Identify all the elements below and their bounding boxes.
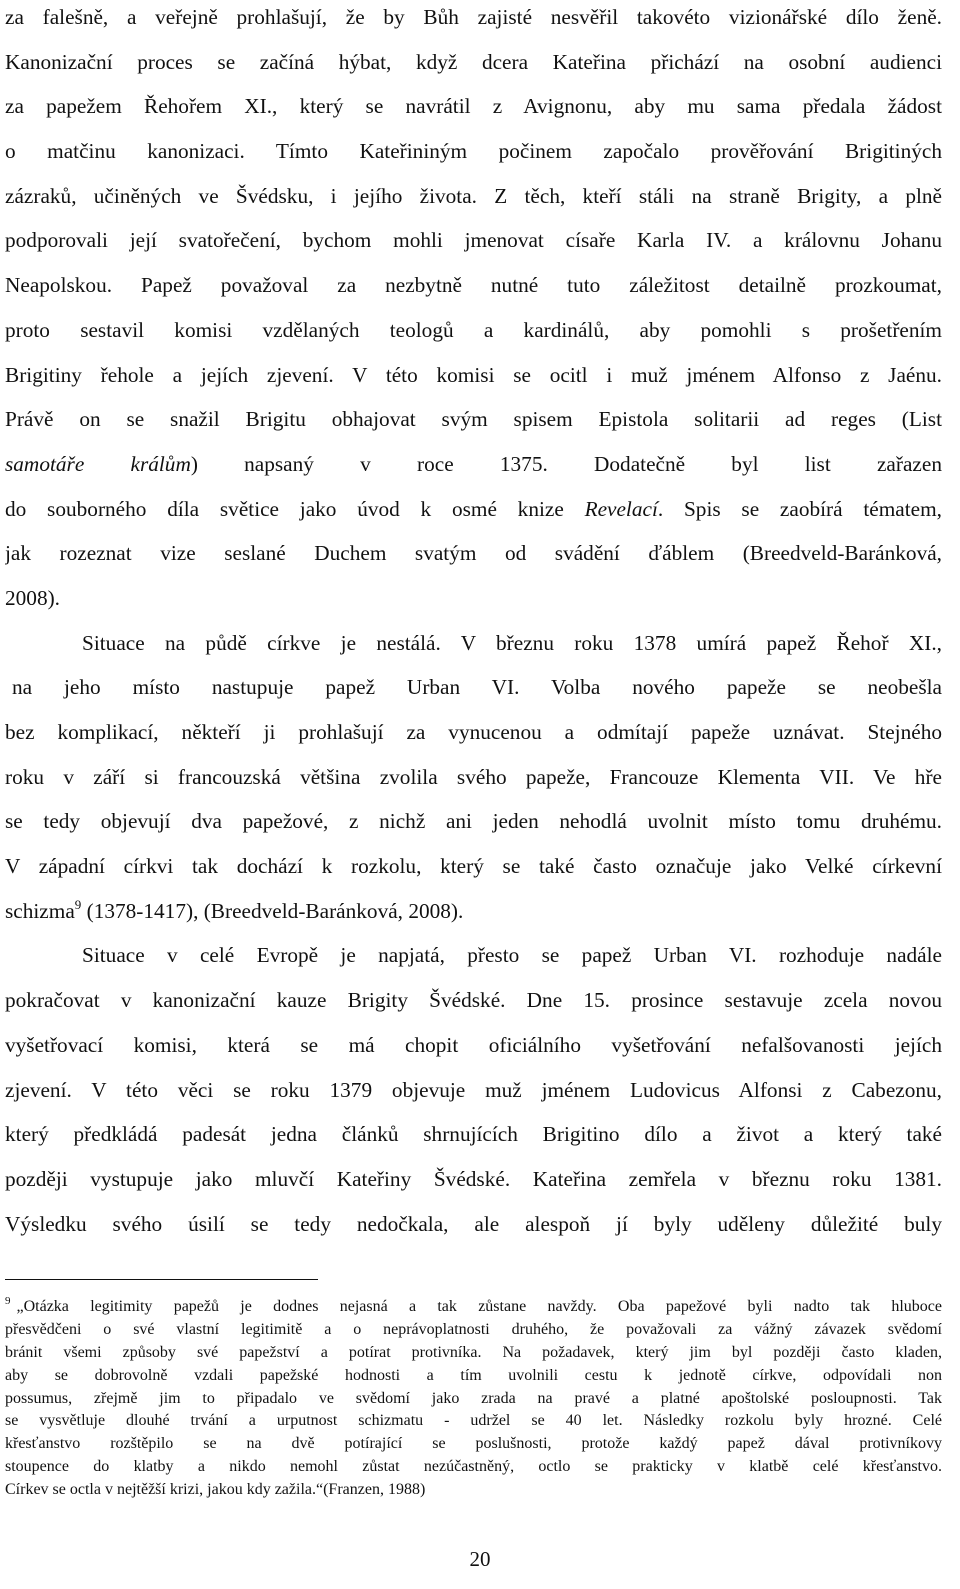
paragraph-first-line: Situace v celé Evropě je napjatá, přesto se papež Urban VI. rozhoduje nadále: [82, 943, 942, 968]
text-line: roku v září si francouzská většina zvolila svého papeže, Francouze Klementa VII. Ve hře: [5, 764, 942, 789]
footnote-separator: [5, 1279, 318, 1280]
text-line: Kanonizační proces se začíná hýbat, když dcera Kateřina přichází na osobní audienci: [5, 49, 942, 74]
footnote-text: „Otázka legitimity papežů je dodnes nejasná a tak zůstane navždy. Oba papežové byli nadto tak hluboce: [16, 1298, 942, 1315]
text-line: Neapolskou. Papež považoval za nezbytně nutné tuto záležitost detailně prozkoumat,: [5, 273, 942, 298]
text-line-italic: [5, 447, 942, 492]
text-line: V západní církvi tak dochází k rozkolu, který se také často označuje jako Velké církevní: [5, 854, 942, 879]
text-line: zjevení. V této věci se roku 1379 objevuje muž jménem Ludovicus Alfonsi z Cabezonu,: [5, 1077, 942, 1102]
text-line: Výsledku svého úsilí se tedy nedočkala, ale alespoň jí byly uděleny důležité buly: [5, 1211, 942, 1236]
text-line: zázraků, učiněných ve Švédsku, i jejího života. Z těch, kteří stáli na straně Brigity, a plně: [5, 183, 942, 208]
footnote-line: aby se dobrovolně vzdali papežské hodnosti a tím uvolnili cestu k jednotě církve, odpovídali non: [5, 1366, 942, 1384]
footnote-line: bránit všemi způsoby své papežství a potírat protivníka. Na požadavek, který jim byl později často kladen,: [5, 1343, 942, 1361]
italic-title: samotáře králům: [5, 451, 191, 476]
text-span: (1378-1417), (Breedveld-Baránková, 2008).: [81, 898, 464, 923]
text-line: pokračovat v kanonizační kauze Brigity Švédské. Dne 15. prosince sestavuje zcela novou: [5, 988, 942, 1013]
footnote: [5, 1296, 942, 1502]
footnote-reference: 9: [74, 896, 82, 912]
text-line: vyšetřovací komisi, která se má chopit oficiálního vyšetřování nefalšovanosti jejích: [5, 1032, 942, 1057]
text-line: [5, 492, 942, 537]
text-line: který předkládá padesát jedna článků shrnujících Brigitino dílo a život a který také: [5, 1122, 942, 1147]
text-line: za falešně, a veřejně prohlašují, že by Bůh zajisté nesvěřil takovéto vizionářské dílo ženě.: [5, 5, 942, 29]
footnote-line: [5, 1296, 942, 1319]
main-text: [5, 0, 942, 1251]
footnote-number: 9: [5, 1296, 11, 1307]
text-line: proto sestavil komisi vzdělaných teologů a kardinálů, aby pomohli s prošetřením: [5, 317, 942, 342]
text-span: ) napsaný v roce 1375. Dodatečně byl list zařazen: [190, 451, 942, 476]
text-line: se tedy objevují dva papežové, z nichž ani jeden nehodlá uvolnit místo tomu druhému.: [5, 809, 942, 834]
text-line: později vystupuje jako mluvčí Kateřiny Švédské. Kateřina zemřela v březnu roku 1381.: [5, 1166, 942, 1191]
footnote-line: Církev se octla v nejtěžší krizi, jakou kdy zažila.“(Franzen, 1988): [5, 1481, 426, 1499]
footnote-line: přesvědčeni o své vlastní legitimitě a o neprávoplatnosti druhého, že považovali za vážný závazek svědomí: [5, 1320, 942, 1338]
paragraph-first-line: Situace na půdě církve je nestálá. V březnu roku 1378 umírá papež Řehoř XI.,: [82, 630, 942, 655]
text-span: . Spis se zaobírá tématem,: [657, 496, 942, 521]
page-number: 20: [469, 1547, 491, 1571]
italic-title: Revelací: [584, 496, 658, 521]
text-line: podporovali její svatořečení, bychom mohli jmenovat císaře Karla IV. a královnu Johanu: [5, 228, 942, 253]
footnote-line: possumus, zřejmě jim to připadalo ve svědomí jako zrada na pravé a platné apoštolské posloupnosti. Tak: [5, 1389, 942, 1407]
text-line: jak rozeznat vize seslané Duchem svatým od svádění ďáblem (Breedveld-Baránková,: [5, 541, 942, 566]
text-line: o matčinu kanonizaci. Tímto Kateřininým počinem započalo prověřování Brigitiných: [5, 139, 942, 164]
text-line: Brigitiny řehole a jejích zjevení. V této komisi se ocitl i muž jménem Alfonso z Jaénu.: [5, 362, 942, 387]
footnote-line: stoupence do klatby a nikdo nemohl zůstat nezúčastněný, octlo se prakticky v klatbě celé křesťanstvo.: [5, 1458, 942, 1476]
schizma-word: schizma: [5, 898, 75, 923]
text-span: do souborného díla světice jako úvod k osmé knize: [5, 496, 585, 521]
footnote-line: křesťanstvo rozštěpilo se na dvě potírající se poslušnosti, protože každý papež dával protivníkovy: [5, 1435, 942, 1453]
text-line: za papežem Řehořem XI., který se navrátil z Avignonu, aby mu sama předala žádost: [5, 94, 942, 119]
text-line-with-footnote: [5, 894, 942, 939]
text-line: Právě on se snažil Brigitu obhajovat svým spisem Epistola solitarii ad reges (List: [5, 407, 942, 432]
footnote-line: se vysvětluje dlouhé trvání a urputnost schizmatu - udržel se 40 let. Následky rozkolu byly hrozné. Celé: [5, 1412, 942, 1430]
text-line: 2008).: [5, 585, 61, 610]
text-line: bez komplikací, někteří ji prohlašují za vynucenou a odmítají papeže uznávat. Stejného: [5, 720, 942, 744]
text-line: na jeho místo nastupuje papež Urban VI. Volba nového papeže se neobešla: [12, 675, 942, 700]
